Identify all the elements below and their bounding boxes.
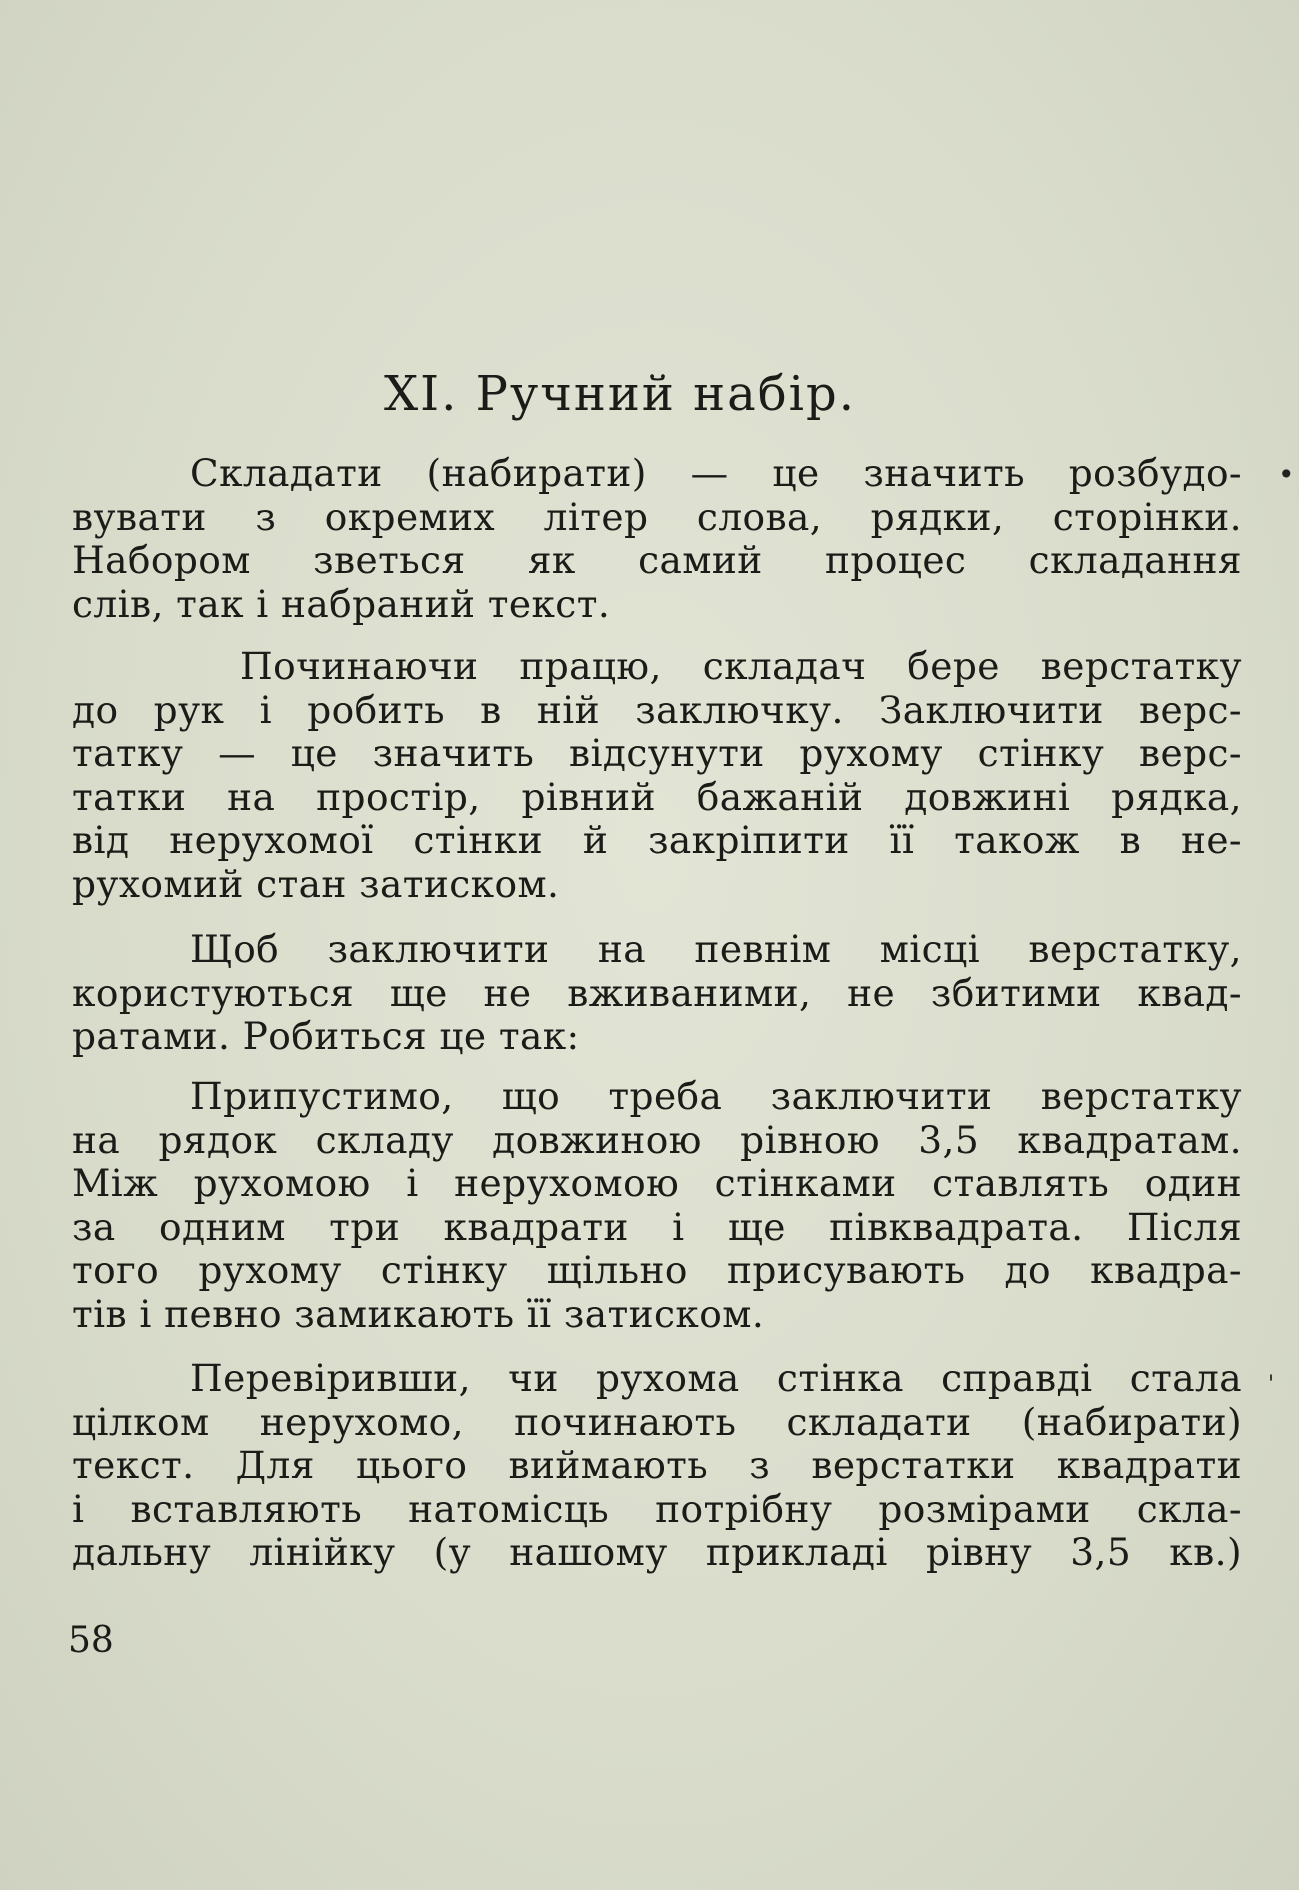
text-line: слів, так і набраний текст. [72, 581, 611, 626]
paragraph-4 [72, 1075, 1242, 1336]
page-number: 58 [68, 1620, 114, 1661]
text-line: і вставляють натомісць потрібну розмірами скла- [72, 1486, 1242, 1531]
margin-mark: • [1278, 458, 1295, 491]
margin-mark: ' [1268, 1372, 1275, 1397]
paragraph-3 [72, 928, 1242, 1059]
text-line: того рухому стінку щільно присувають до квадра- [72, 1248, 1242, 1292]
text-line: до рук і робить в ній заключку. Заключити верс- [72, 687, 1242, 732]
text-line: тів і певно замикають її затиском. [72, 1291, 765, 1336]
text-line: татки на простір, рівний бажаній довжині рядка, [72, 774, 1242, 819]
text-line: Між рухомою і нерухомою стінками ставлять один [72, 1161, 1242, 1205]
text-line: від нерухомої стінки й закріпити її також в не- [72, 818, 1242, 862]
text-line: татку — це значить відсунути рухому стінку верс- [72, 731, 1242, 775]
text-line: Щоб заключити на певнім місці верстатку, [190, 927, 1242, 971]
text-line: користуються ще не вживаними, не збитими квад- [72, 970, 1242, 1015]
text-line: дальну лінійку (у нашому прикладі рівну 3,5 кв.) [72, 1530, 1242, 1574]
text-line: вувати з окремих літер слова, рядки, сторінки. [72, 494, 1242, 539]
text-line: за одним три квадрати і ще півквадрата. Після [72, 1204, 1242, 1249]
text-line: цілком нерухомо, починають складати (набирати) [72, 1399, 1242, 1444]
text-line: Починаючи працю, складач бере верстатку [240, 644, 1242, 688]
text-line: текст. Для цього виймають з верстатки квадрати [72, 1443, 1242, 1487]
paragraph-2 [72, 645, 1242, 906]
text-line: Набором зветься як самий процес складання [72, 538, 1242, 582]
text-line: Припустимо, що треба заключити верстатку [190, 1074, 1242, 1118]
text-line: рухомий стан затиском. [72, 861, 560, 906]
chapter-heading: XI. Ручний набір. [384, 366, 856, 422]
text-line: ратами. Робиться це так: [72, 1014, 580, 1058]
paragraph-5 [72, 1357, 1242, 1575]
text-line: на рядок складу довжиною рівною 3,5 квадратам. [72, 1117, 1242, 1162]
paragraph-1 [72, 452, 1242, 626]
text-line: Складати (набирати) — це значить розбудо- [190, 451, 1242, 495]
text-line: Перевіривши, чи рухома стінка справді стала [190, 1356, 1242, 1400]
